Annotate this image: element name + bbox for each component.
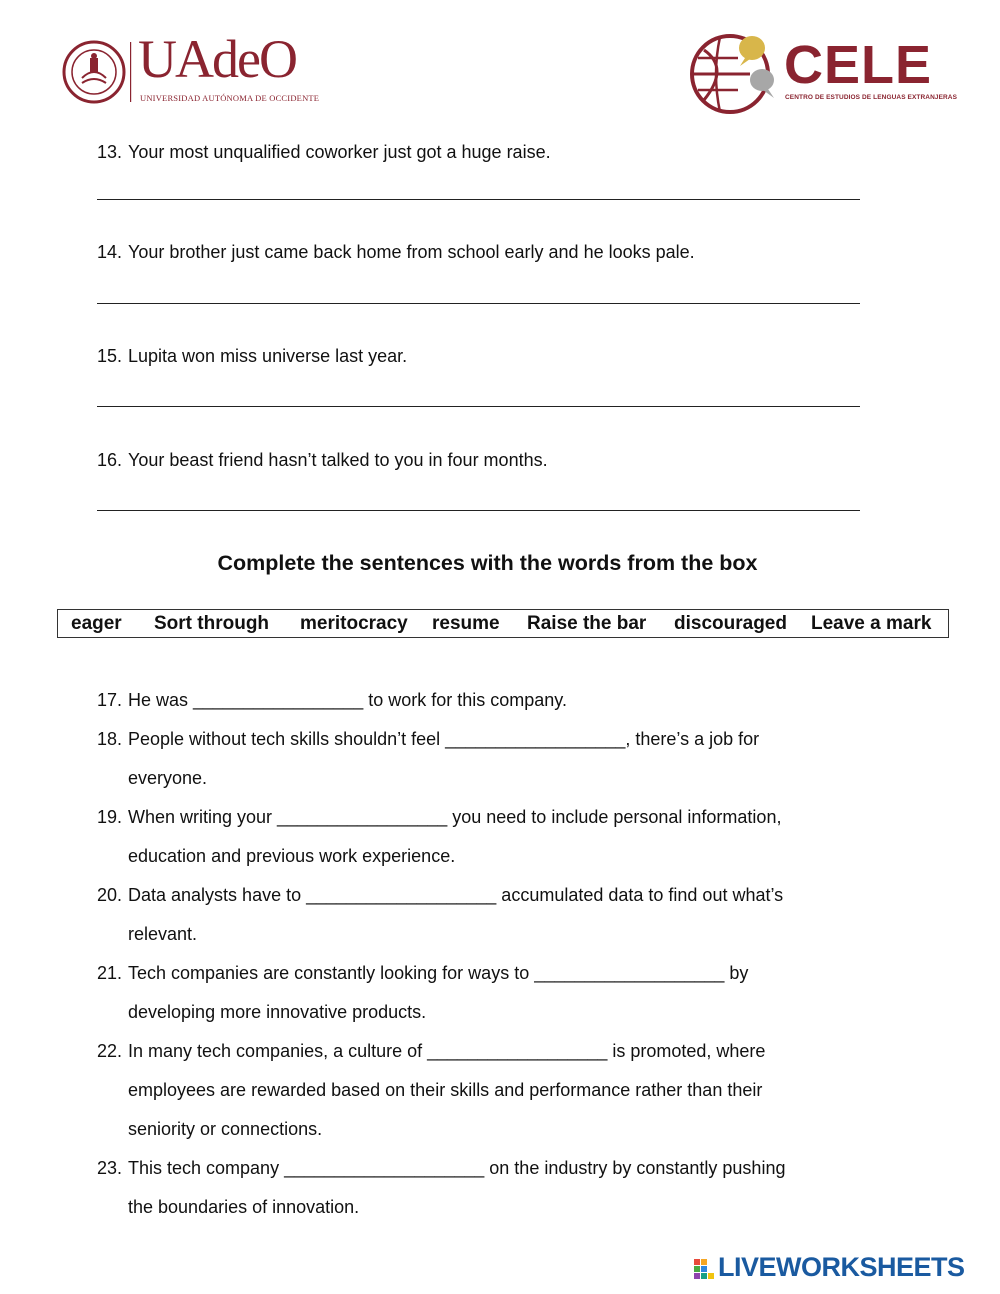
item-text: Data analysts have to ___________________ accumulated data to find out what’s bbox=[128, 885, 784, 905]
logo-divider bbox=[130, 42, 132, 102]
question-text: Your beast friend hasn’t talked to you in four months. bbox=[128, 450, 548, 470]
question-number: 15. bbox=[97, 346, 123, 366]
word-box bbox=[57, 609, 949, 638]
cele-logo bbox=[690, 28, 958, 118]
word-bank-item: Raise the bar bbox=[527, 613, 647, 634]
item-text: People without tech skills shouldn’t feel __________________, there’s a job for bbox=[128, 729, 760, 749]
word-bank-item: resume bbox=[432, 613, 500, 634]
item-21-continued: developing more innovative products. bbox=[128, 1002, 427, 1022]
university-seal-icon bbox=[62, 40, 126, 104]
item-21 bbox=[97, 963, 748, 984]
item-number: 19. bbox=[97, 807, 123, 827]
item-text: He was _________________ to work for this company. bbox=[128, 690, 567, 710]
item-18-continued: everyone. bbox=[128, 768, 208, 788]
section-title: Complete the sentences with the words from the box bbox=[217, 551, 758, 575]
item-22 bbox=[97, 1041, 765, 1062]
item-number: 20. bbox=[97, 885, 123, 905]
question-number: 13. bbox=[97, 142, 123, 162]
item-23-continued: the boundaries of innovation. bbox=[128, 1197, 360, 1217]
item-number: 22. bbox=[97, 1041, 123, 1061]
item-22-continued: employees are rewarded based on their skills and performance rather than their bbox=[128, 1080, 763, 1100]
item-number: 23. bbox=[97, 1158, 123, 1178]
answer-line-15[interactable] bbox=[97, 406, 860, 407]
item-text: When writing your _________________ you need to include personal information, bbox=[128, 807, 782, 827]
liveworksheets-logo bbox=[694, 1252, 990, 1285]
cele-subtitle: CENTRO DE ESTUDIOS DE LENGUAS EXTRANJERAS bbox=[785, 94, 958, 101]
question-text: Your most unqualified coworker just got a huge raise. bbox=[128, 142, 551, 162]
liveworksheets-wordmark: LIVEWORKSHEETS bbox=[718, 1252, 965, 1282]
item-19 bbox=[97, 807, 781, 828]
item-19-continued: education and previous work experience. bbox=[128, 846, 456, 866]
question-number: 16. bbox=[97, 450, 123, 470]
item-text: Tech companies are constantly looking for ways to ___________________ by bbox=[128, 963, 749, 983]
question-text: Lupita won miss universe last year. bbox=[128, 346, 408, 366]
item-18 bbox=[97, 729, 759, 750]
globe-speech-icon bbox=[690, 28, 785, 116]
item-17 bbox=[97, 690, 567, 711]
item-number: 17. bbox=[97, 690, 123, 710]
item-20 bbox=[97, 885, 783, 906]
answer-line-16[interactable] bbox=[97, 510, 860, 511]
item-20-continued: relevant. bbox=[128, 924, 198, 944]
word-bank-item: eager bbox=[71, 613, 122, 634]
cele-wordmark: CELE bbox=[784, 35, 933, 95]
uadeo-subtitle: UNIVERSIDAD AUTÓNOMA DE OCCIDENTE bbox=[140, 93, 320, 103]
item-text: In many tech companies, a culture of __________________ is promoted, where bbox=[128, 1041, 766, 1061]
item-22-continued: seniority or connections. bbox=[128, 1119, 323, 1139]
word-bank-item: discouraged bbox=[674, 613, 787, 634]
item-23 bbox=[97, 1158, 785, 1179]
question-number: 14. bbox=[97, 242, 123, 262]
answer-line-14[interactable] bbox=[97, 303, 860, 304]
word-bank-item: Sort through bbox=[154, 613, 270, 634]
question-15 bbox=[97, 346, 407, 368]
word-bank-item: meritocracy bbox=[300, 613, 408, 634]
question-14 bbox=[97, 242, 695, 264]
item-number: 18. bbox=[97, 729, 123, 749]
question-16 bbox=[97, 450, 548, 472]
answer-line-13[interactable] bbox=[97, 199, 860, 200]
uadeo-logo bbox=[62, 29, 332, 106]
liveworksheets-blocks-icon bbox=[694, 1259, 716, 1281]
item-number: 21. bbox=[97, 963, 123, 983]
uadeo-wordmark: UAdeO bbox=[138, 29, 296, 89]
word-bank-item: Leave a mark bbox=[811, 613, 932, 634]
question-text: Your brother just came back home from school early and he looks pale. bbox=[128, 242, 695, 262]
question-13 bbox=[97, 142, 551, 164]
item-text: This tech company ____________________ on the industry by constantly pushing bbox=[128, 1158, 786, 1178]
